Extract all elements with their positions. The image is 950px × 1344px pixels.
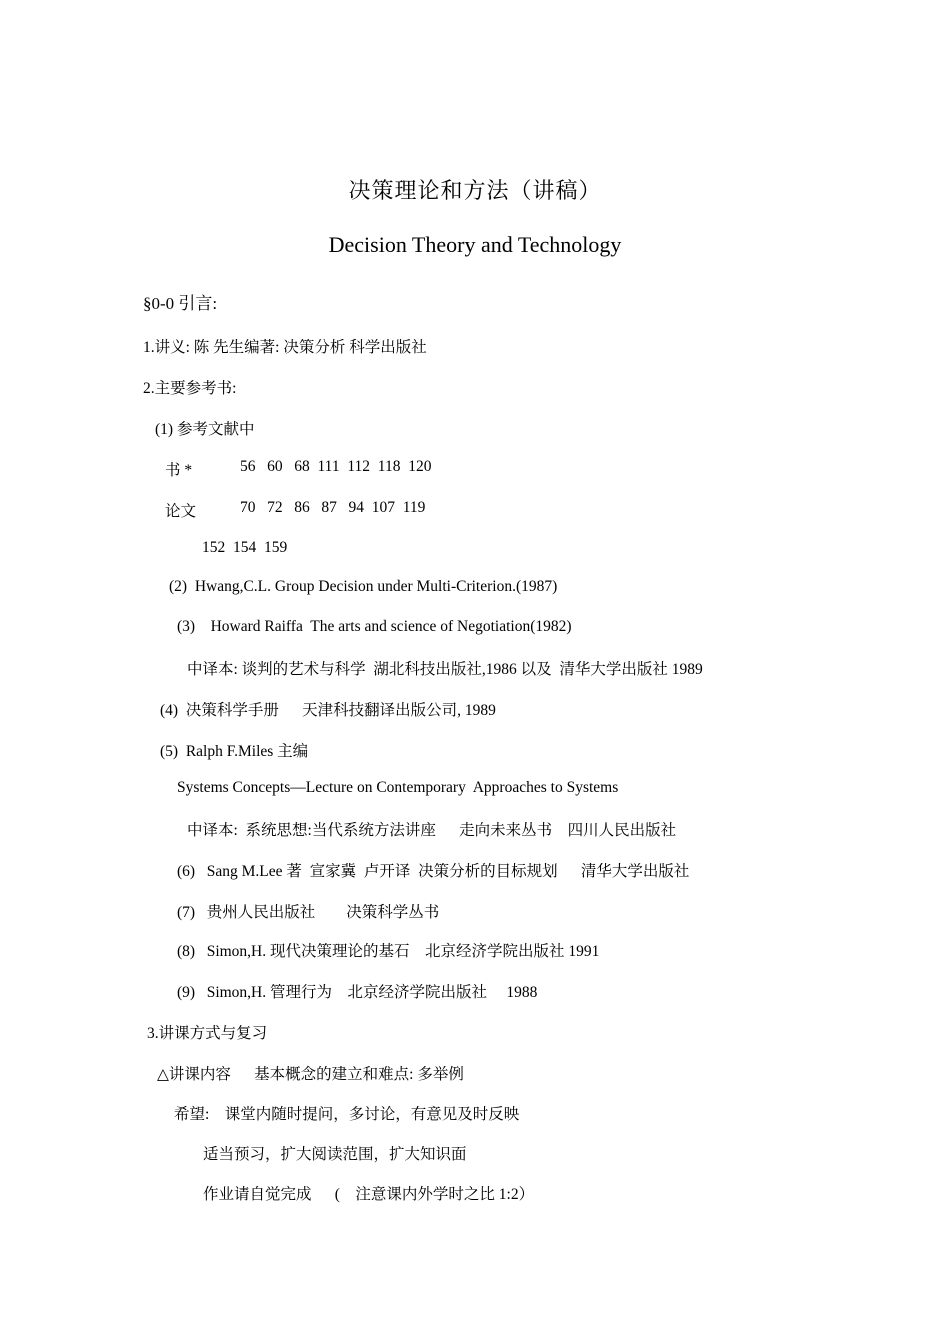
ref-1-books-label: 书 * [165,462,193,479]
hope-line-3: 作业请自觉完成 ( 注意课内外学时之比 1:2） [203,1186,535,1203]
ref-1-papers-numbers-continued: 152 154 159 [202,539,288,556]
teaching-content: △讲课内容 基本概念的建立和难点: 多举例 [157,1066,464,1083]
ref-3: (3) Howard Raiffa The arts and science of Negotiation(1982) [177,618,572,635]
ref-9: (9) Simon,H. 管理行为 北京经济学院出版社 1988 [177,984,538,1001]
item-references-heading: 2.主要参考书: [143,380,237,397]
ref-7: (7) 贵州人民出版社 决策科学丛书 [177,904,440,921]
ref-2: (2) Hwang,C.L. Group Decision under Multi-Criterion.(1987) [169,578,558,595]
item-teaching-method: 3.讲课方式与复习 [147,1025,268,1042]
ref-5-translation: 中译本: 系统思想:当代系统方法讲座 走向未来丛书 四川人民出版社 [187,822,677,839]
hope-line-1: 希望: 课堂内随时提问，多讨论，有意见及时反映 [174,1106,520,1123]
ref-3-translation: 中译本: 谈判的艺术与科学 湖北科技出版社,1986 以及 清华大学出版社 1989 [187,661,703,678]
section-heading: §0-0 引言: [143,294,218,313]
ref-1-papers-label: 论文 [165,503,197,520]
ref-6: (6) Sang M.Lee 著 宣家冀 卢开译 决策分析的目标规划 清华大学出版社 [177,863,690,880]
document-title-english: Decision Theory and Technology [328,232,622,257]
ref-1-heading: (1) 参考文献中 [155,421,255,438]
ref-8: (8) Simon,H. 现代决策理论的基石 北京经济学院出版社 1991 [177,943,600,960]
ref-1-papers-numbers: 70 72 86 87 94 107 119 [240,499,426,516]
ref-5: (5) Ralph F.Miles 主编 [160,743,309,760]
item-lecture-notes: 1.讲义: 陈 先生编著: 决策分析 科学出版社 [143,339,427,356]
document-title-chinese: 决策理论和方法（讲稿） [348,178,602,203]
ref-4: (4) 决策科学手册 天津科技翻译出版公司, 1989 [160,702,496,719]
hope-line-2: 适当预习，扩大阅读范围，扩大知识面 [203,1146,467,1163]
ref-5-title: Systems Concepts—Lecture on Contemporary Approaches to Systems [177,779,619,796]
ref-1-books-numbers: 56 60 68 111 112 118 120 [240,458,432,475]
